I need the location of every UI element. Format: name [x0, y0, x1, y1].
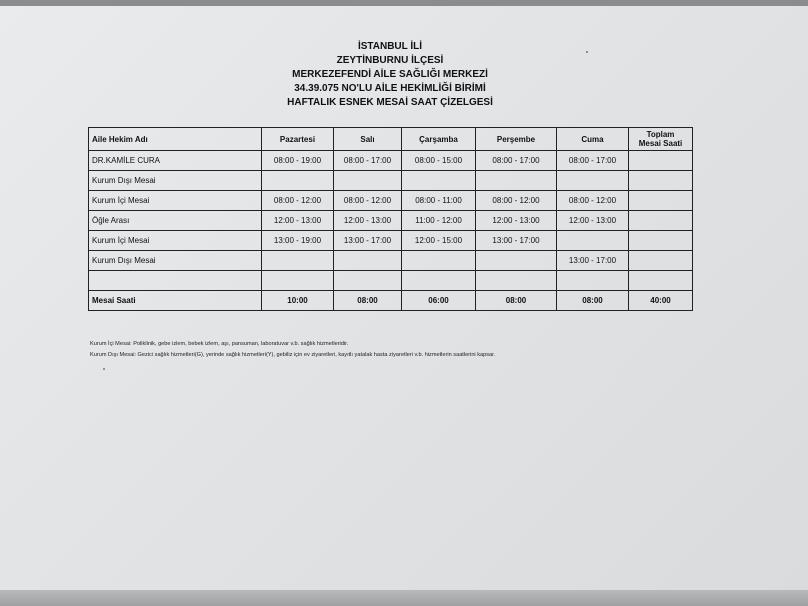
col-header-total-line1: Toplam — [646, 130, 675, 139]
table-cell — [334, 271, 402, 291]
table-cell — [629, 231, 693, 251]
schedule-table — [88, 127, 693, 311]
table-row — [89, 211, 693, 231]
table-cell — [334, 171, 402, 191]
table-row — [89, 231, 693, 251]
footnotes — [90, 339, 710, 361]
footnote-kurum-disi: Kurum Dışı Mesai: Gezici sağlık hizmetleri(G), yerinde sağlık hizmetleri(Y), gebiliz için ev ziyaretleri, kayıtlı yatalak hasta ziyaretleri v.b. hizmetlerin saatlerini kapsar. — [90, 352, 496, 358]
table-cell — [262, 171, 334, 191]
table-cell: 08:00 — [557, 291, 629, 311]
table-cell: 08:00 - 12:00 — [476, 191, 557, 211]
table-cell — [629, 191, 693, 211]
col-header-doctor: Aile Hekim Adı — [89, 128, 262, 151]
desk-surface — [0, 590, 808, 606]
document-title-block — [150, 40, 630, 110]
table-cell: 13:00 - 19:00 — [262, 231, 334, 251]
row-label: Kurum İçi Mesai — [89, 231, 262, 251]
table-cell — [402, 271, 476, 291]
table-row — [89, 171, 693, 191]
table-cell — [262, 251, 334, 271]
table-cell — [629, 211, 693, 231]
row-label: DR.KAMİLE CURA — [89, 151, 262, 171]
table-cell — [476, 251, 557, 271]
footnote-kurum-ici: Kurum İçi Mesai: Poliklinik, gebe izlem, bebek izlem, aşı, pansuman, laboratuvar v.b. sağlık hizmetleridir. — [90, 341, 349, 347]
col-header-wednesday: Çarşamba — [402, 128, 476, 151]
table-cell: 13:00 - 17:00 — [334, 231, 402, 251]
table-cell — [629, 251, 693, 271]
table-cell — [557, 171, 629, 191]
table-cell: 12:00 - 13:00 — [262, 211, 334, 231]
row-label: Kurum İçi Mesai — [89, 191, 262, 211]
table-cell: 12:00 - 13:00 — [476, 211, 557, 231]
table-row — [89, 191, 693, 211]
table-cell: 10:00 — [262, 291, 334, 311]
table-cell: 08:00 - 17:00 — [557, 151, 629, 171]
table-cell: 06:00 — [402, 291, 476, 311]
table-cell — [476, 271, 557, 291]
col-header-tuesday: Salı — [334, 128, 402, 151]
table-cell: 08:00 — [334, 291, 402, 311]
table-cell: 12:00 - 13:00 — [557, 211, 629, 231]
table-header-row — [89, 128, 693, 151]
table-cell: 13:00 - 17:00 — [557, 251, 629, 271]
col-header-total-line2: Mesai Saati — [638, 139, 683, 148]
table-cell — [402, 171, 476, 191]
col-header-friday: Cuma — [557, 128, 629, 151]
table-cell — [629, 271, 693, 291]
table-cell — [476, 171, 557, 191]
table-cell: 12:00 - 15:00 — [402, 231, 476, 251]
col-header-monday: Pazartesi — [262, 128, 334, 151]
table-cell — [334, 251, 402, 271]
col-header-thursday: Perşembe — [476, 128, 557, 151]
paper-speck — [103, 368, 105, 370]
table-cell — [629, 151, 693, 171]
table-cell: 08:00 - 12:00 — [557, 191, 629, 211]
table-cell — [402, 251, 476, 271]
table-cell: 11:00 - 12:00 — [402, 211, 476, 231]
row-label — [89, 271, 262, 291]
title-district: ZEYTİNBURNU İLÇESİ — [336, 55, 444, 66]
table-cell — [629, 171, 693, 191]
title-unit: 34.39.075 NO'LU AİLE HEKİMLİĞİ BİRİMİ — [294, 83, 486, 94]
title-schedule: HAFTALIK ESNEK MESAİ SAAT ÇİZELGESİ — [287, 97, 493, 108]
table-cell — [262, 271, 334, 291]
row-label: Mesai Saati — [89, 291, 262, 311]
table-cell: 08:00 — [476, 291, 557, 311]
table-cell: 08:00 - 12:00 — [262, 191, 334, 211]
table-row — [89, 271, 693, 291]
row-label: Kurum Dışı Mesai — [89, 171, 262, 191]
table-cell — [557, 271, 629, 291]
table-total-row — [89, 291, 693, 311]
table-cell: 08:00 - 12:00 — [334, 191, 402, 211]
row-label: Öğle Arası — [89, 211, 262, 231]
table-cell: 08:00 - 11:00 — [402, 191, 476, 211]
table-cell: 40:00 — [629, 291, 693, 311]
col-header-total — [629, 128, 693, 151]
table-cell: 08:00 - 17:00 — [334, 151, 402, 171]
table-cell: 08:00 - 15:00 — [402, 151, 476, 171]
table-cell: 08:00 - 17:00 — [476, 151, 557, 171]
table-cell — [557, 231, 629, 251]
table-row — [89, 151, 693, 171]
title-health-center: MERKEZEFENDİ AİLE SAĞLIĞI MERKEZİ — [292, 69, 488, 80]
title-province: İSTANBUL İLİ — [357, 41, 423, 52]
table-cell: 08:00 - 19:00 — [262, 151, 334, 171]
row-label: Kurum Dışı Mesai — [89, 251, 262, 271]
table-cell: 13:00 - 17:00 — [476, 231, 557, 251]
table-row — [89, 251, 693, 271]
table-cell: 12:00 - 13:00 — [334, 211, 402, 231]
